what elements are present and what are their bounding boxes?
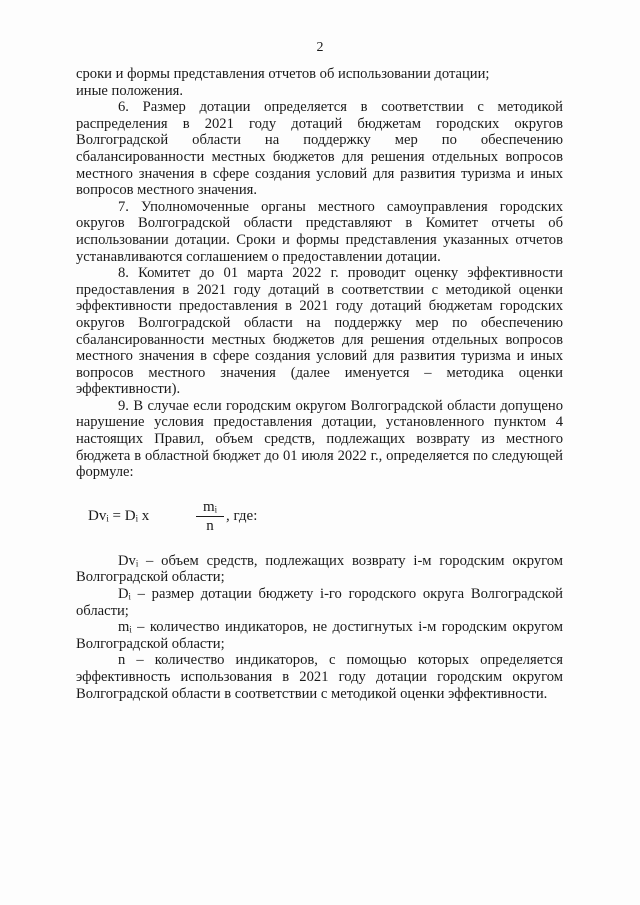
paragraph-8: 8. Комитет до 01 марта 2022 г. проводит оценку эффективности предоставления в 2021 году дотаций в соответствии с методикой оценки эффективности предоставления в 2021 году дотаций бюджетам городских округов Волгоградской области на поддержку мер по обеспечению сбалансированности местных бюджетов для решения отдельных вопросов местного значения в сфере создания условий для развития туризма и иных вопросов местного значения (далее именуется – методика оценки эффективности).	[76, 265, 563, 398]
document-body	[76, 66, 563, 702]
formula-left: Dvᵢ = Dᵢ x	[88, 507, 150, 524]
refund-formula	[88, 499, 563, 537]
definition-m: mᵢ – количество индикаторов, не достигнутых i-м городским округом Волгоградской области;	[76, 619, 563, 652]
page-number: 2	[316, 40, 324, 55]
formula-right: , где:	[226, 507, 258, 524]
formula-numerator: mᵢ	[196, 499, 224, 518]
definition-dv: Dvᵢ – объем средств, подлежащих возврату i-м городским округом Волгоградской области;	[76, 552, 563, 586]
paragraph-9: 9. В случае если городским округом Волгоградской области допущено нарушение условия предоставления дотации, установленного пунктом 4 настоящих Правил, объем средств, подлежащих возврату из местного бюджета в областной бюджет до 01 июля 2022 г., определяется по следующей формуле:	[76, 397, 563, 481]
paragraph-6: 6. Размер дотации определяется в соответствии с методикой распределения в 2021 году дотаций бюджетам городских округов Волгоградской области на поддержку мер по обеспечению сбалансированности местных бюджетов для решения отдельных вопросов местного значения в сфере создания условий для развития туризма и иных вопросов местного значения.	[76, 99, 563, 199]
definition-d: Dᵢ – размер дотации бюджету i-го городского округа Волгоградской области;	[76, 586, 563, 619]
paragraph-7: 7. Уполномоченные органы местного самоуправления городских округов Волгоградской области представляют в Комитет отчеты об использовании дотации. Сроки и формы представления указанных отчетов устанавливаются соглашением о предоставлении дотации.	[76, 198, 563, 265]
formula-definitions	[76, 553, 563, 702]
paragraph-reports-terms: сроки и формы представления отчетов об использовании дотации;	[76, 66, 490, 82]
paragraph-other-provisions: иные положения.	[76, 82, 184, 99]
formula-fraction	[196, 499, 224, 535]
definition-n: n – количество индикаторов, с помощью которых определяется эффективность использования в 2021 году дотации городским округом Волгоградской области в соответствии с методикой оценки эффективности.	[76, 652, 563, 702]
formula-denominator: n	[206, 518, 214, 535]
